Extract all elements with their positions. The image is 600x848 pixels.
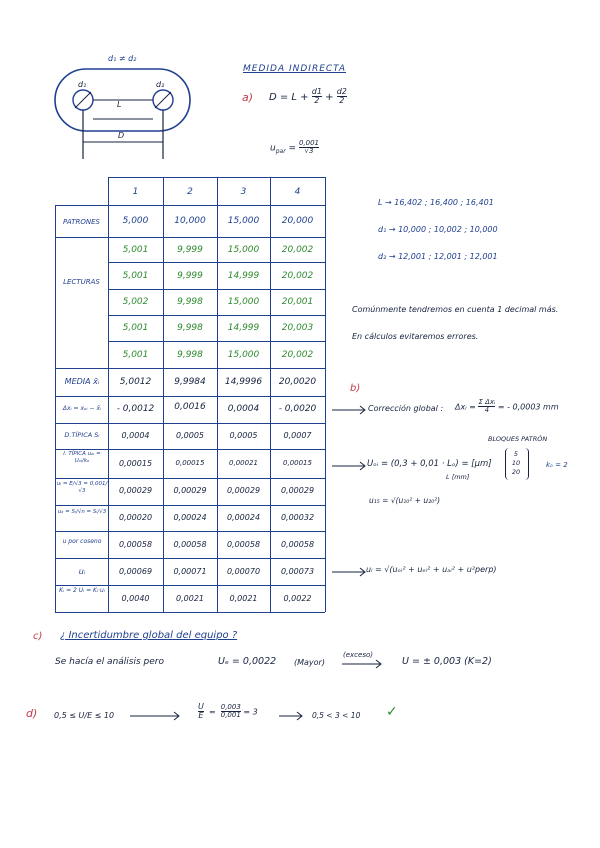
row-label-upor: u por coseno	[62, 538, 102, 545]
dx-frac	[478, 399, 495, 415]
uci-formula: uᵢ = √(uₒᵢ² + uₑᵢ² + uₐᵢ² + u²perp)	[366, 565, 497, 574]
table-cell: 0,00015	[118, 459, 153, 468]
arrow-icon	[340, 658, 386, 670]
stadium-diagram	[50, 55, 200, 165]
diagram-D-label: D	[118, 131, 125, 140]
bloque-value: 5	[513, 450, 519, 458]
table-cell: 0,00069	[118, 567, 153, 576]
note-line-1: Comúnmente tendremos en cuenta 1 decimal más.	[352, 305, 559, 314]
table-cell: 0,00058	[118, 540, 153, 549]
table-cell: 0,00058	[280, 540, 315, 549]
lectura-cell: 14,999	[227, 323, 260, 333]
plus-sign: +	[325, 91, 334, 103]
dx-lhs: Δxᵢ =	[455, 402, 476, 412]
grid-h2	[55, 237, 325, 238]
part-c-uc: Uₑ = 0,0022	[218, 656, 277, 667]
frac-d2-num: d2	[336, 87, 347, 96]
lectura-cell: 15,000	[227, 297, 260, 307]
grid-h7	[55, 368, 325, 369]
table-cell: 0,0005	[176, 431, 204, 440]
col-header-3: 3	[240, 187, 247, 197]
grid-h13	[55, 531, 325, 532]
grid-h15	[55, 585, 325, 586]
frac-d1	[312, 88, 322, 106]
grid-h6	[108, 341, 325, 342]
part-c-exceso: (exceso)	[343, 651, 373, 659]
table-cell: 0,00029	[118, 486, 153, 495]
col-header-1: 1	[132, 187, 139, 197]
row-label-dtipica: D.TÍPICA Sᵢ	[64, 431, 100, 439]
k-label: kₒ = 2	[546, 461, 568, 469]
grid-h5	[108, 315, 325, 316]
diagram-L-label: L	[117, 100, 122, 109]
upar-sub: par	[275, 148, 286, 156]
upar-lhs: u	[270, 143, 276, 154]
ue-den: E	[198, 711, 204, 721]
grid-h10	[55, 449, 325, 450]
table-cell: 0,00073	[280, 567, 315, 576]
upar-frac	[299, 140, 319, 156]
ue-num: U	[198, 702, 204, 711]
table-cell: 0,0021	[176, 594, 204, 603]
table-cell: 0,00029	[280, 486, 315, 495]
lectura-cell: 14,999	[227, 271, 260, 281]
row-label-delta: Δxᵢ = xₒᵢ − x̄ᵢ	[62, 405, 102, 412]
frac-d1-num: d1	[311, 87, 322, 96]
grid-v5	[325, 177, 326, 612]
part-a-label: a)	[242, 91, 254, 104]
part-c-mayor: (Mayor)	[294, 658, 325, 667]
grid-h0	[108, 177, 325, 178]
diagram-top-label: d₁ ≠ d₂	[108, 54, 137, 63]
row-label-itipica: I. TÍPICA uₒᵢ = Uₒᵢ/kₒ	[63, 451, 101, 464]
row-label-ua: uₐ = Sᵢ/√n = Sᵢ/√3	[57, 509, 107, 515]
dx-num: Σ Δxᵢ	[478, 398, 496, 406]
part-c-result: U = ± 0,003 (K=2)	[402, 656, 492, 667]
lectura-cell: 20,002	[281, 245, 314, 255]
part-d-ineq1: 0,5 ≤ U/E ≤ 10	[54, 711, 115, 720]
lmm-label: L [mm]	[446, 473, 470, 481]
table-cell: 0,00024	[226, 513, 261, 522]
arrow-icon	[128, 710, 184, 722]
table-cell: 0,0022	[283, 594, 312, 603]
uoi-formula: Uₒᵢ = (0,3 + 0,01 · Lₒ) = [μm]	[367, 459, 492, 469]
u15-formula: u₁₅ = √(u₁₀² + u₂₀²)	[369, 496, 441, 505]
lectura-cell: 20,003	[281, 323, 314, 333]
grid-h12	[55, 505, 325, 506]
part-c-question: ¿ Incertidumbre global del equipo ?	[60, 630, 238, 641]
table-cell: 0,00015	[175, 459, 205, 467]
table-cell: 0,0040	[121, 594, 150, 603]
table-cell: 0,00070	[226, 567, 261, 576]
bloques-values	[510, 450, 522, 477]
table-cell: 0,00029	[226, 486, 261, 495]
lectura-cell: 9,999	[177, 245, 203, 255]
part-d-label: d)	[26, 707, 38, 720]
grid-h1	[55, 205, 325, 206]
lectura-cell: 5,001	[122, 323, 149, 333]
part-d-ineq2: 0,5 < 3 < 10	[312, 711, 361, 720]
value-frac	[221, 704, 241, 720]
table-cell: 0,0021	[229, 594, 258, 603]
arrow-icon	[330, 404, 370, 416]
part-b-label: b)	[350, 383, 361, 394]
grid-h16	[55, 612, 325, 613]
formula-lhs: D = L +	[269, 91, 309, 103]
lectura-cell: 20,002	[281, 271, 314, 281]
grid-h11	[55, 478, 325, 479]
table-cell: - 0,0020	[278, 404, 317, 414]
row-label-lecturas: LECTURAS	[63, 278, 100, 286]
list-L: L → 16,402 ; 16,400 ; 16,401	[378, 198, 494, 207]
page-title: MEDIDA INDIRECTA	[243, 64, 347, 74]
lectura-cell: 5,002	[122, 297, 149, 307]
table-cell: 0,0005	[229, 431, 258, 440]
table-cell: 0,0004	[227, 404, 260, 414]
upar-den: √3	[304, 147, 314, 156]
frac-d2-den: 2	[339, 96, 345, 106]
col-header-2: 2	[187, 187, 193, 197]
table-cell: 0,00015	[283, 459, 312, 467]
dx-result: = - 0,0003 mm	[497, 402, 559, 412]
row-label-patrones: PATRONES	[63, 218, 100, 226]
row-label-uc: Kᵢ = 2 Uᵢ = Kᵢ·uᵢ	[59, 587, 105, 594]
patron-1: 5,000	[122, 216, 149, 226]
lectura-cell: 5,001	[122, 245, 149, 255]
patron-4: 20,000	[281, 216, 314, 226]
table-cell: 0,00021	[229, 459, 258, 467]
lectura-cell: 9,998	[177, 323, 203, 333]
grid-h9	[55, 423, 325, 424]
upar-formula	[270, 140, 319, 156]
grid-h8	[55, 396, 325, 397]
table-cell: 0,0007	[283, 431, 312, 440]
grid-h3	[108, 262, 325, 263]
table-cell: 0,00032	[280, 513, 315, 522]
part-d-formula: $\frac{U}{E}$ = $\frac{0,003}{0,001}$ = 3	[198, 702, 258, 721]
row-label-uci: uᵢ	[78, 567, 86, 576]
lectura-cell: 20,002	[281, 350, 314, 360]
table-cell: 0,00071	[173, 567, 207, 576]
value-den: 0,001	[220, 711, 241, 720]
lectura-cell: 5,001	[122, 271, 149, 281]
table-cell: - 0,0012	[116, 404, 155, 414]
patron-2: 10,000	[174, 216, 206, 226]
frac-d2	[337, 88, 347, 106]
lectura-cell: 9,998	[177, 350, 203, 360]
part-c-label: c)	[33, 631, 43, 642]
bloques-label: BLOQUES PATRÓN	[488, 435, 548, 443]
table-cell: 14,9996	[224, 377, 263, 387]
dx-formula	[455, 399, 559, 415]
table-cell: 5,0012	[119, 377, 152, 387]
lectura-cell: 20,001	[281, 297, 314, 307]
bloque-value: 20	[511, 468, 521, 476]
bloque-value: 10	[511, 459, 521, 467]
arrow-icon	[330, 566, 370, 578]
part-d-eq: = 3	[243, 707, 258, 717]
row-label-ue: uᵢ = E/√3 = 0,001/√3	[56, 481, 108, 494]
table-cell: 9,9984	[174, 377, 206, 387]
col-header-4: 4	[294, 187, 301, 197]
grid-h14	[55, 558, 325, 559]
frac-d1-den: 2	[314, 96, 320, 106]
row-label-media: MEDIA x̄ᵢ	[64, 377, 100, 386]
lectura-cell: 5,001	[122, 350, 149, 360]
upar-num: 0,001	[298, 139, 320, 147]
patron-3: 15,000	[227, 216, 260, 226]
note-line-2: En cálculos evitaremos errores.	[352, 332, 479, 341]
part-c-text: Se hacía el análisis pero	[55, 657, 164, 667]
lectura-cell: 15,000	[227, 350, 260, 360]
table-cell: 0,00020	[118, 513, 153, 522]
table-cell: 0,00029	[173, 486, 207, 495]
value-num: 0,003	[220, 703, 241, 712]
lectura-cell: 9,998	[177, 297, 203, 307]
part-a-formula	[269, 88, 347, 106]
table-cell: 0,00058	[173, 540, 207, 549]
lectura-cell: 9,999	[177, 271, 203, 281]
table-cell: 0,00024	[173, 513, 207, 522]
check-icon: ✓	[386, 704, 398, 720]
table-cell: 0,0004	[121, 431, 150, 440]
list-d1: d₁ → 10,000 ; 10,002 ; 10,000	[378, 225, 498, 234]
diagram-d1-label: d₁	[78, 80, 87, 89]
arrow-icon	[330, 460, 370, 472]
table-cell: 0,0016	[174, 402, 206, 412]
table-cell: 20,0020	[278, 377, 317, 387]
ue-frac	[198, 703, 204, 721]
arrow-icon	[277, 710, 307, 722]
upar-eq: =	[288, 143, 297, 154]
lectura-cell: 15,000	[227, 245, 260, 255]
list-d2: d₂ → 12,001 ; 12,001 ; 12,001	[378, 252, 498, 261]
grid-h4	[108, 289, 325, 290]
table-cell: 0,00058	[226, 540, 261, 549]
correccion-label: Corrección global :	[368, 404, 444, 413]
dx-den: 4	[484, 406, 490, 415]
diagram-d2-label: d₂	[156, 80, 165, 89]
